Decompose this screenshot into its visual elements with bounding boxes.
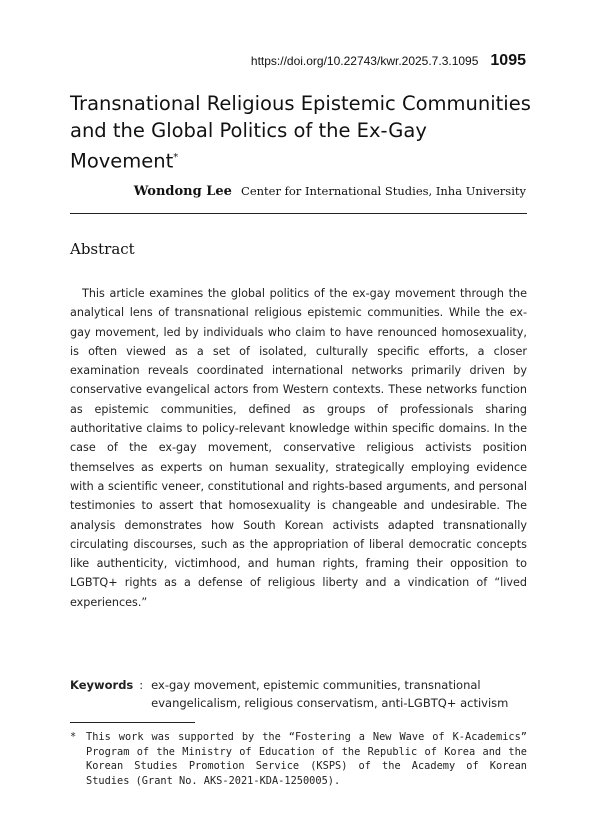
footnote-mark: * [70,731,77,743]
author-name: Wondong Lee [133,184,232,199]
header-divider [70,213,527,214]
keywords-label: Keywords [70,678,134,692]
page-header [70,52,526,70]
footnote-text: This work was supported by the “Fostering a New Wave of K-Academics” Program of the Ministry of Education of the Republic of Korea and the Korean Studies Promotion Service (KSPS) of the Academy of Korean Studies (Grant No. AKS-2021-KDA-1250005). [86,731,527,787]
article-title [70,90,540,175]
footnote [70,730,527,788]
keywords-block [70,676,527,712]
author-affiliation: Center for International Studies, Inha University [241,184,526,198]
title-footnote-mark: * [173,152,179,163]
keywords-text: ex-gay movement, epistemic communities, transnational evangelicalism, religious conservatism, anti-LGBTQ+ activism [151,678,509,710]
article-title-text: Transnational Religious Epistemic Communities and the Global Politics of the Ex-Gay Movement [70,92,531,173]
abstract-body: This article examines the global politics of the ex-gay movement through the analytical lens of transnational religious epistemic communities. While the ex-gay movement, led by individuals who claim to have renounced homosexuality, is often viewed as a set of isolated, culturally specific efforts, a closer examination reveals coordinated international networks primarily driven by conservative evangelical actors from Western contexts. These networks function as epistemic communities, defined as groups of professionals sharing authoritative claims to policy-relevant knowledge within specific domains. In the case of the ex-gay movement, conservative religious activists position themselves as experts on human sexuality, strategically employing evidence with a scientific veneer, constitutional and rights-based arguments, and personal testimonies to assert that homosexuality is changeable and undesirable. The analysis demonstrates how South Korean activists adapted transnationally circulating discourses, such as the appropriation of liberal democratic concepts like authenticity, victimhood, and human rights, framing their opposition to LGBTQ+ rights as a defense of religious liberty and a vindication of “lived experiences.” [70,287,527,609]
page-number: 1095 [490,52,526,69]
author-line [70,180,526,199]
abstract-heading: Abstract [70,240,135,258]
keywords-separator: : [139,678,144,692]
footnote-divider [70,722,195,723]
doi-link[interactable]: https://doi.org/10.22743/kwr.2025.7.3.1095 [250,54,479,68]
